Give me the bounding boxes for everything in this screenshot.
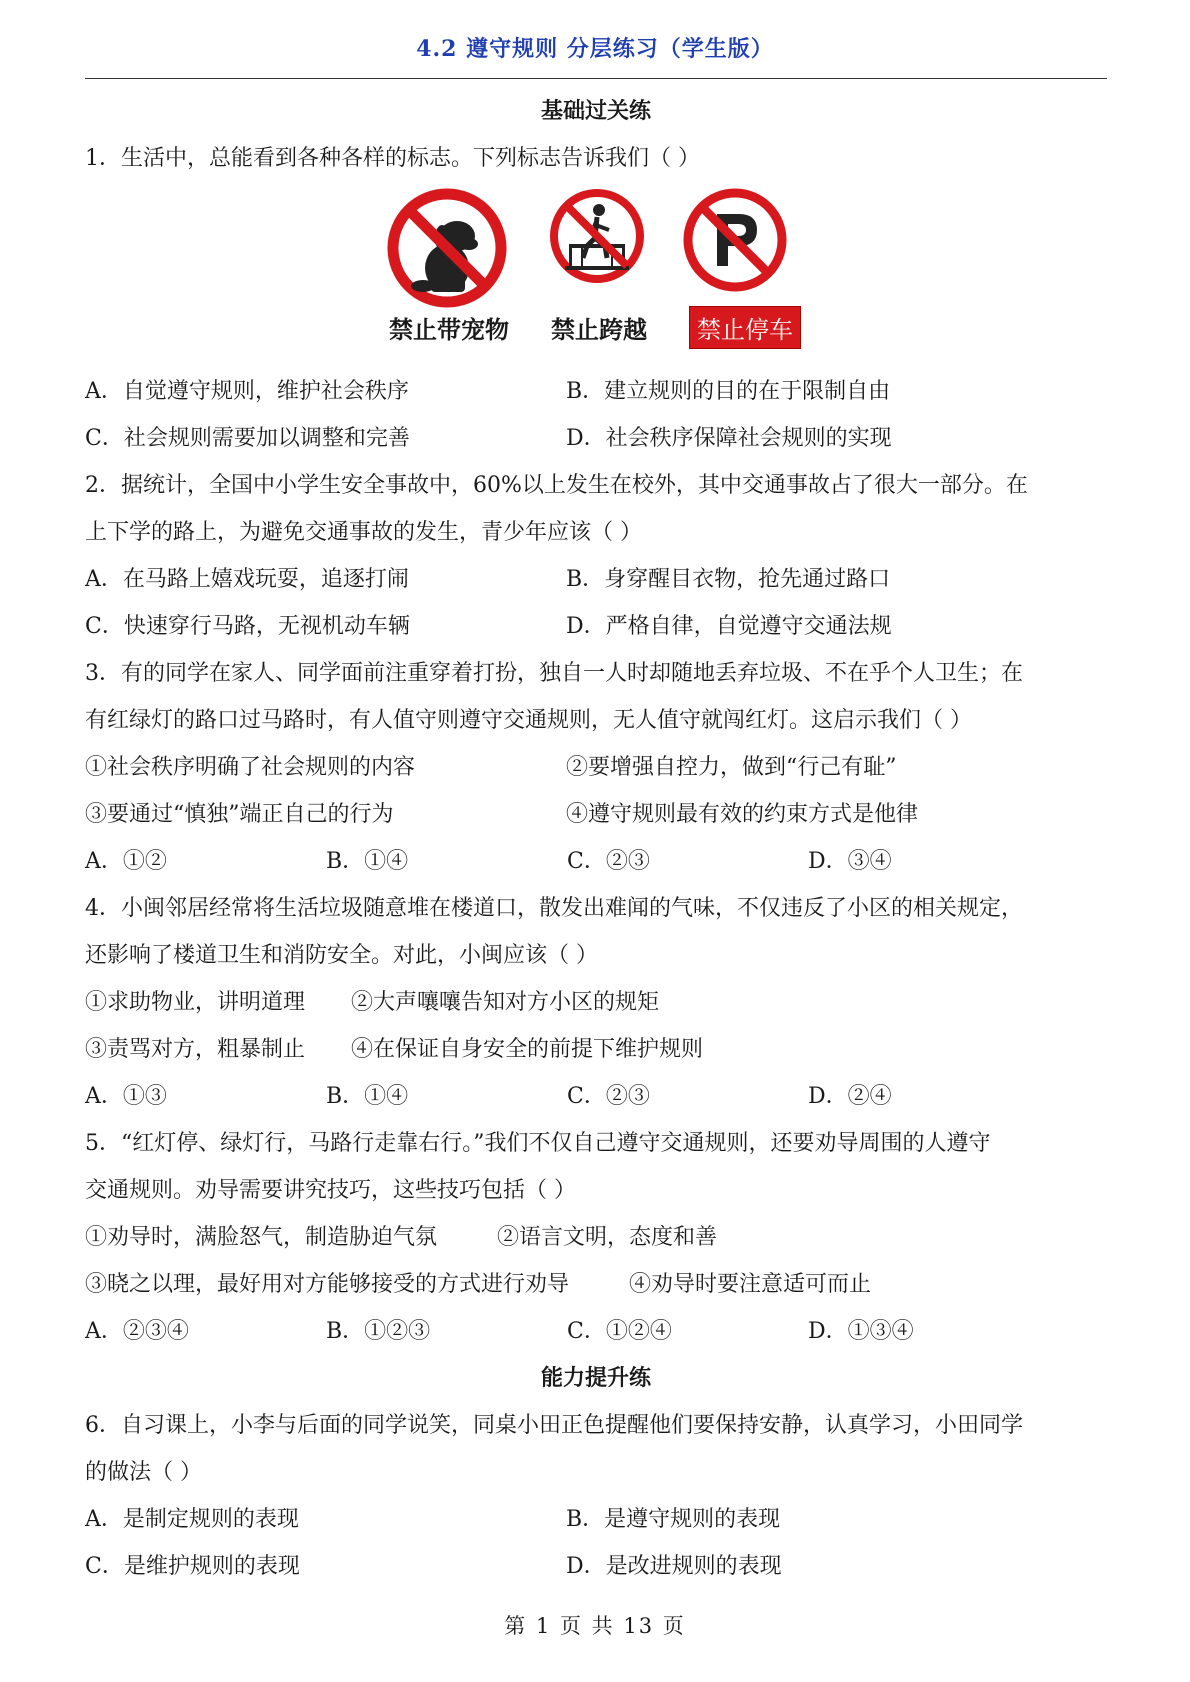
option-c[interactable]: C．是维护规则的表现 xyxy=(85,1554,300,1579)
statement-3: ③要通过“慎独”端正自己的行为 xyxy=(85,802,394,827)
statement-2: ②语言文明，态度和善 xyxy=(497,1225,718,1250)
question-5-statements-row-1 xyxy=(85,1214,1107,1261)
option-a[interactable]: A．②③④ xyxy=(85,1319,189,1344)
option-a[interactable]: A．①② xyxy=(85,849,167,874)
statement-2: ②要增强自控力，做到“行己有耻” xyxy=(566,755,897,780)
question-3-stem-line-2: 有红绿灯的路口过马路时，有人值守则遵守交通规则，无人值守就闯红灯。这启示我们（ ） xyxy=(85,708,972,733)
question-2-options-row-2 xyxy=(85,603,1107,650)
question-1-options-row-2 xyxy=(85,415,1107,462)
question-1-options-row-1 xyxy=(85,368,1107,415)
question-4-stem-line-1: 4．小闽邻居经常将生活垃圾随意堆在楼道口，散发出难闻的气味，不仅违反了小区的相关规定， xyxy=(85,896,1024,921)
option-b[interactable]: B．①②③ xyxy=(326,1319,431,1344)
question-5-stem-line-2: 交通规则。劝导需要讲究技巧，这些技巧包括（ ） xyxy=(85,1178,576,1203)
question-4-stem-line-2: 还影响了楼道卫生和消防安全。对此，小闽应该（ ） xyxy=(85,943,598,968)
question-6-options-row-2 xyxy=(85,1543,1107,1590)
option-c[interactable]: C．②③ xyxy=(567,849,650,874)
statement-1: ①社会秩序明确了社会规则的内容 xyxy=(85,755,416,780)
question-3-stem-line-1: 3．有的同学在家人、同学面前注重穿着打扮，独自一人时却随地丢弃垃圾、不在乎个人卫生；在 xyxy=(85,661,1024,686)
option-d[interactable]: D．社会秩序保障社会规则的实现 xyxy=(566,426,892,451)
section-heading-basic: 基础过关练 xyxy=(540,98,651,124)
option-d[interactable]: D．严格自律，自觉遵守交通法规 xyxy=(566,614,892,639)
option-b[interactable]: B．是遵守规则的表现 xyxy=(566,1507,781,1532)
option-a[interactable]: A．①③ xyxy=(85,1084,167,1109)
option-b[interactable]: B．建立规则的目的在于限制自由 xyxy=(566,379,891,404)
statement-3: ③晓之以理，最好用对方能够接受的方式进行劝导 xyxy=(85,1272,570,1297)
option-b[interactable]: B．①④ xyxy=(326,1084,409,1109)
option-b[interactable]: B．身穿醒目衣物，抢先通过路口 xyxy=(566,567,891,592)
question-6-options-row-1 xyxy=(85,1496,1107,1543)
page-number: 第 1 页 共 13 页 xyxy=(504,1614,686,1638)
no-climbing-sign-icon xyxy=(547,186,647,286)
question-6-stem-line-1: 6．自习课上，小李与后面的同学说笑，同桌小田正色提醒他们要保持安静，认真学习，小田同学 xyxy=(85,1413,1024,1438)
statement-4: ④遵守规则最有效的约束方式是他律 xyxy=(566,802,919,827)
statement-4: ④在保证自身安全的前提下维护规则 xyxy=(351,1037,704,1062)
sign-label-no-parking: 禁止停车 xyxy=(689,306,801,349)
statement-3: ③责骂对方，粗暴制止 xyxy=(85,1037,306,1062)
option-a[interactable]: A．自觉遵守规则，维护社会秩序 xyxy=(85,379,409,404)
option-d[interactable]: D．③④ xyxy=(808,849,892,874)
option-d[interactable]: D．是改进规则的表现 xyxy=(566,1554,782,1579)
option-c[interactable]: C．②③ xyxy=(567,1084,650,1109)
question-5-stem-line-1: 5．“红灯停、绿灯行，马路行走靠右行。”我们不仅自己遵守交通规则，还要劝导周围的人遵守 xyxy=(85,1131,991,1156)
question-1-signs xyxy=(85,182,1107,368)
header-divider xyxy=(85,78,1107,79)
question-3-options xyxy=(85,838,1107,885)
option-c[interactable]: C．社会规则需要加以调整和完善 xyxy=(85,426,410,451)
question-5-options xyxy=(85,1308,1107,1355)
question-4-statements-row-2 xyxy=(85,1026,1107,1073)
sign-label-no-climbing: 禁止跨越 xyxy=(551,316,647,344)
option-b[interactable]: B．①④ xyxy=(326,849,409,874)
sign-label-no-pets: 禁止带宠物 xyxy=(389,316,509,344)
section-heading-advanced: 能力提升练 xyxy=(540,1365,651,1391)
question-3-statements-row-1 xyxy=(85,744,1107,791)
page-title: 4.2 遵守规则 分层练习（学生版） xyxy=(416,36,774,62)
question-6-stem-line-2: 的做法（ ） xyxy=(85,1460,202,1485)
question-4-statements-row-1 xyxy=(85,979,1107,1026)
statement-1: ①求助物业，讲明道理 xyxy=(85,990,306,1015)
question-5-statements-row-2 xyxy=(85,1261,1107,1308)
statement-1: ①劝导时，满脸怒气，制造胁迫气氛 xyxy=(85,1225,438,1250)
question-1-stem: 1．生活中，总能看到各种各样的标志。下列标志告诉我们（ ） xyxy=(85,146,700,171)
worksheet-body xyxy=(85,88,1107,1590)
question-2-stem-line-2: 上下学的路上，为避免交通事故的发生，青少年应该（ ） xyxy=(85,520,642,545)
option-a[interactable]: A．是制定规则的表现 xyxy=(85,1507,299,1532)
option-a[interactable]: A．在马路上嬉戏玩耍，追逐打闹 xyxy=(85,567,409,592)
option-d[interactable]: D．②④ xyxy=(808,1084,892,1109)
question-2-options-row-1 xyxy=(85,556,1107,603)
option-d[interactable]: D．①③④ xyxy=(808,1319,914,1344)
question-3-statements-row-2 xyxy=(85,791,1107,838)
no-pets-sign-icon xyxy=(385,186,509,310)
statement-4: ④劝导时要注意适可而止 xyxy=(629,1272,872,1297)
no-parking-sign-icon xyxy=(681,186,789,294)
statement-2: ②大声嚷嚷告知对方小区的规矩 xyxy=(351,990,660,1015)
option-c[interactable]: C．快速穿行马路，无视机动车辆 xyxy=(85,614,410,639)
question-4-options xyxy=(85,1073,1107,1120)
option-c[interactable]: C．①②④ xyxy=(567,1319,672,1344)
question-2-stem-line-1: 2．据统计，全国中小学生安全事故中，60%以上发生在校外，其中交通事故占了很大一部分。在 xyxy=(85,473,1028,498)
